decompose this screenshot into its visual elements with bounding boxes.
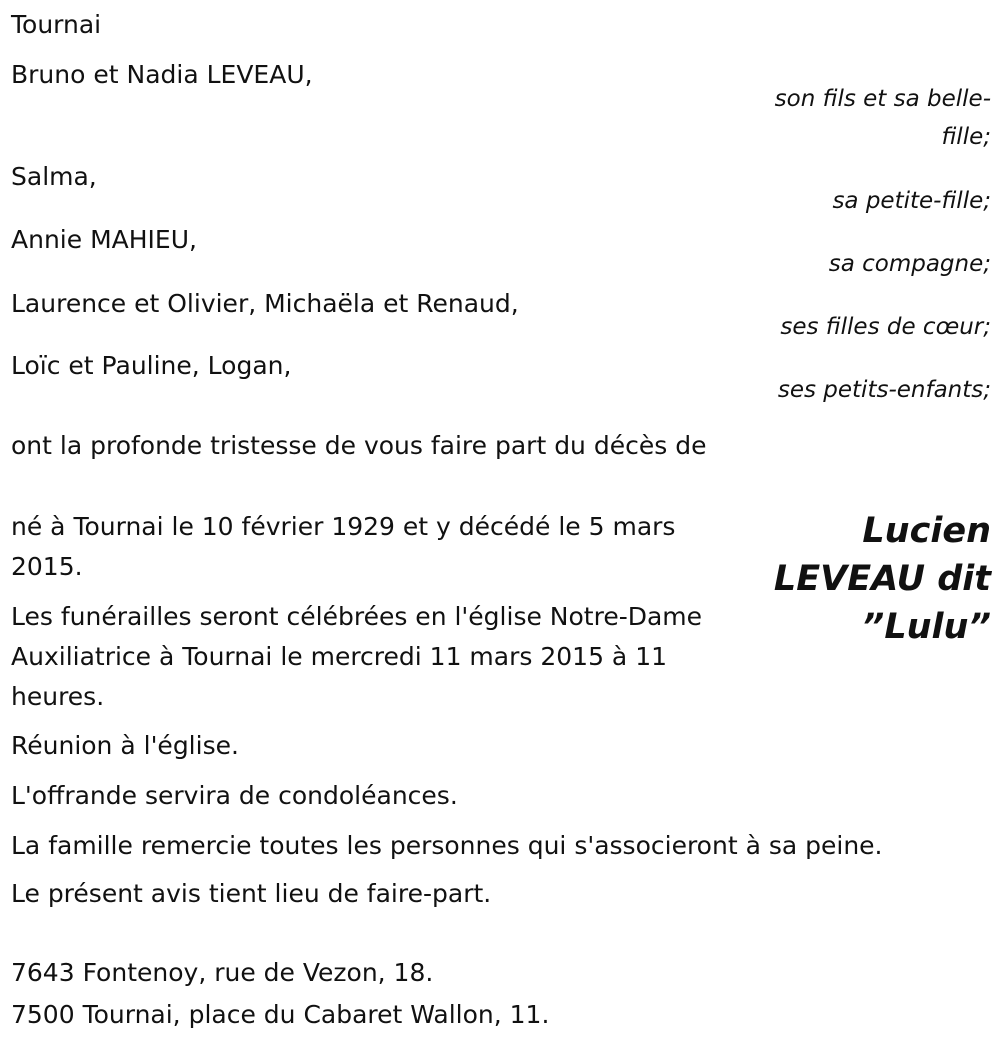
family-names-1: Salma, [11, 162, 97, 191]
family-names-2: Annie MAHIEU, [11, 225, 197, 254]
family-relation-3: ses filles de cœur; [780, 314, 991, 340]
meeting-text: Réunion à l'église. [11, 731, 239, 760]
deceased-name: Lucien LEVEAU dit ”Lulu” [773, 511, 991, 647]
family-names-3: Laurence et Olivier, Michaëla et Renaud, [11, 289, 519, 318]
family-relation-0: son fils et sa belle-fille; [774, 86, 991, 150]
address-line-1: 7500 Tournai, place du Cabaret Wallon, 11. [11, 1000, 550, 1029]
address-line-0: 7643 Fontenoy, rue de Vezon, 18. [11, 958, 434, 987]
family-names-4: Loïc et Pauline, Logan, [11, 351, 292, 380]
family-names-0: Bruno et Nadia LEVEAU, [11, 60, 313, 89]
offering-text: L'offrande servira de condoléances. [11, 781, 458, 810]
family-relation-4: ses petits-enfants; [777, 377, 991, 403]
birth-death-text: né à Tournai le 10 février 1929 et y décédé le 5 mars 2015. [11, 512, 676, 581]
thanks-text: La famille remercie toutes les personnes qui s'associeront à sa peine. [11, 831, 883, 860]
city-heading: Tournai [11, 10, 102, 39]
family-relation-1: sa petite-fille; [832, 188, 991, 214]
notice-text: Le présent avis tient lieu de faire-part. [11, 879, 492, 908]
family-relation-2: sa compagne; [828, 251, 991, 277]
announcement-text: ont la profonde tristesse de vous faire part du décès de [11, 431, 707, 460]
funeral-text: Les funérailles seront célébrées en l'église Notre-Dame Auxiliatrice à Tournai le mercredi 11 mars 2015 à 11 heures. [11, 602, 703, 711]
